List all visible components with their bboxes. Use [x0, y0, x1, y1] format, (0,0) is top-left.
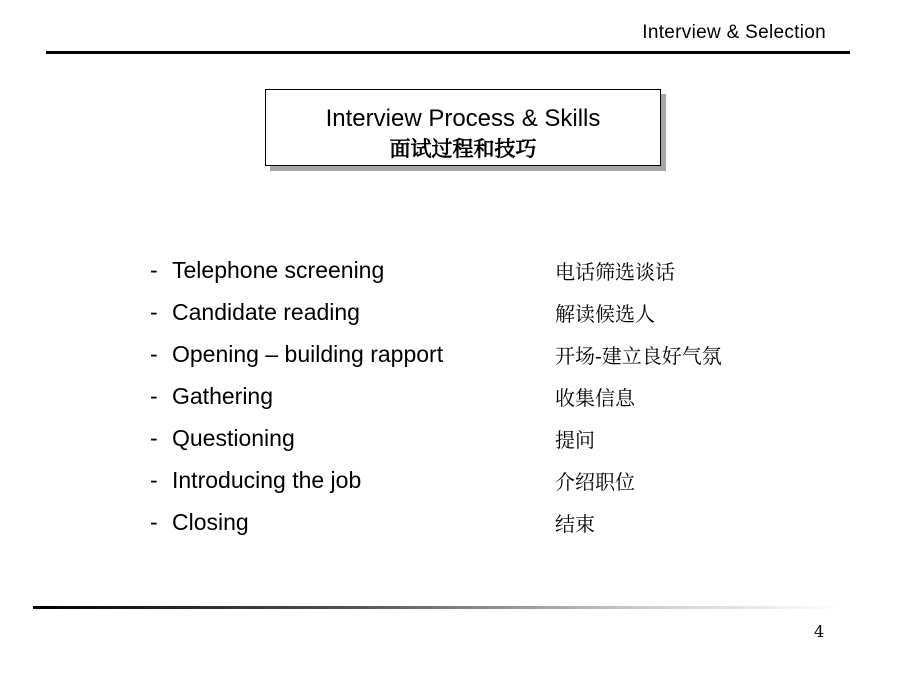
item-chinese: 开场-建立良好气氛 [555, 344, 722, 368]
item-chinese: 收集信息 [555, 386, 635, 410]
item-english: Introducing the job [172, 467, 362, 493]
item-chinese: 电话筛选谈话 [555, 260, 675, 284]
bullet-dash: - [150, 383, 158, 409]
bullet-dash: - [150, 299, 158, 325]
list-item [150, 297, 750, 327]
bullet-dash: - [150, 425, 158, 451]
bullet-dash: - [150, 467, 158, 493]
bullet-dash: - [150, 341, 158, 367]
list-item [150, 465, 750, 495]
list-item [150, 339, 750, 369]
page-number: 4 [814, 622, 825, 641]
item-english: Telephone screening [172, 257, 385, 283]
slide-title-box [265, 89, 661, 166]
slide-title-english: Interview Process & Skills [325, 105, 601, 132]
item-english: Opening – building rapport [172, 341, 444, 367]
footer-divider [33, 606, 843, 609]
list-item [150, 423, 750, 453]
item-english: Candidate reading [172, 299, 360, 325]
bullet-dash: - [150, 509, 158, 535]
item-chinese: 结束 [555, 512, 595, 536]
item-chinese: 提问 [555, 428, 595, 452]
slide-header-title: Interview & Selection [642, 22, 826, 43]
slide-title-chinese: 面试过程和技巧 [389, 137, 537, 161]
header-divider [46, 51, 850, 54]
item-chinese: 解读候选人 [555, 302, 655, 326]
list-item [150, 381, 750, 411]
list-item [150, 507, 750, 537]
item-english: Gathering [172, 383, 274, 409]
item-english: Closing [172, 509, 249, 535]
list-item [150, 255, 750, 285]
bullet-dash: - [150, 257, 158, 283]
item-chinese: 介绍职位 [555, 470, 635, 494]
item-english: Questioning [172, 425, 295, 451]
